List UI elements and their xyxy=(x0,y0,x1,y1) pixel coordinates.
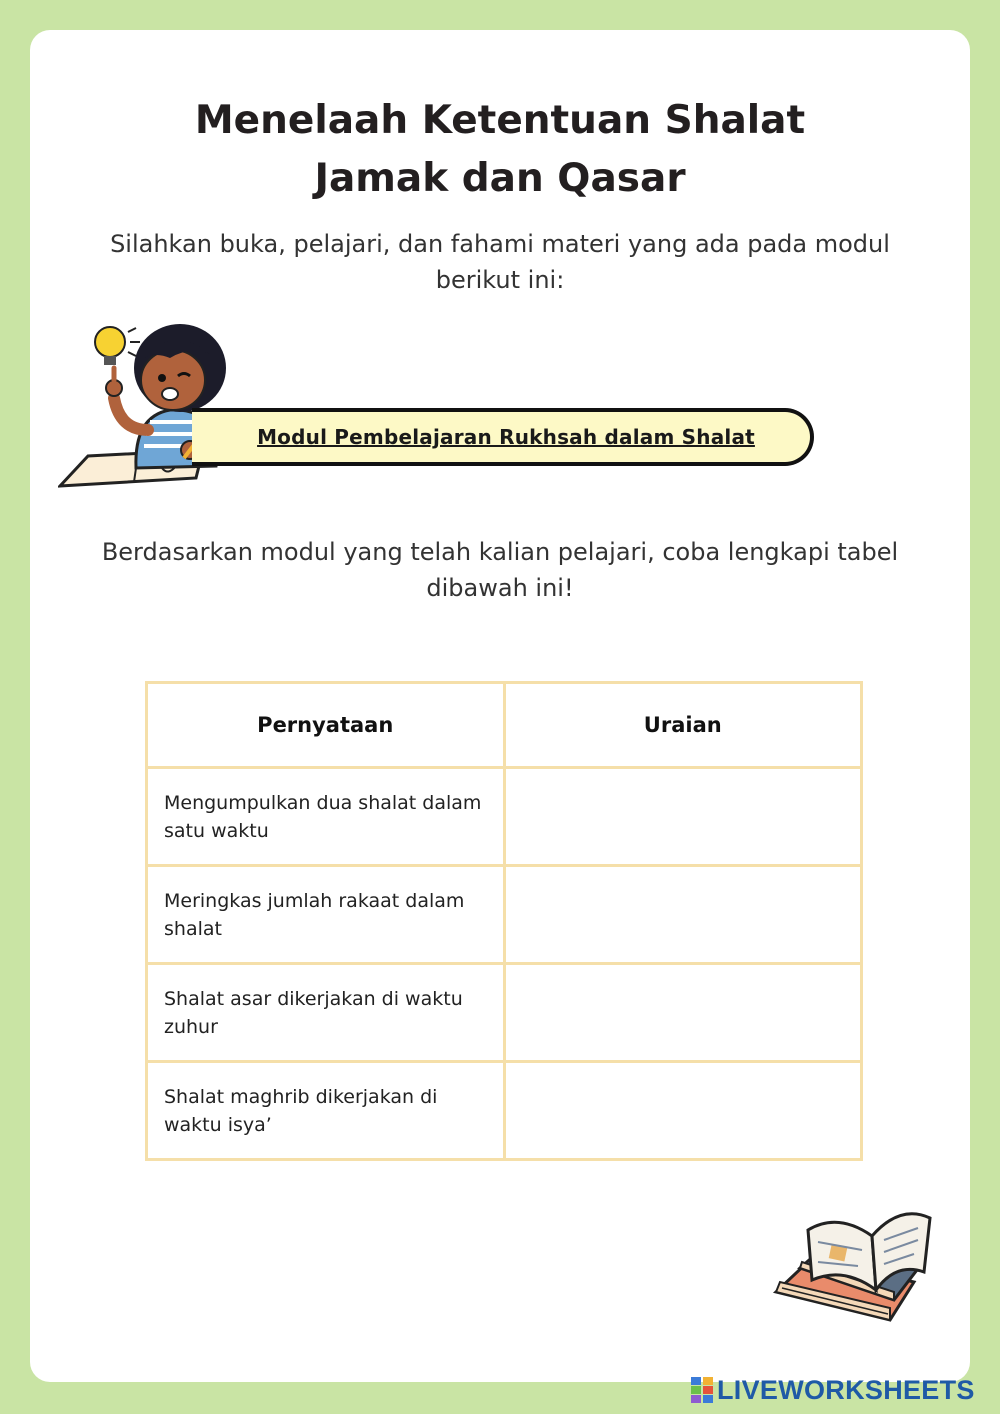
answer-input-4[interactable] xyxy=(507,1064,860,1157)
answer-input-1[interactable] xyxy=(507,770,860,863)
title-line-2: Jamak dan Qasar xyxy=(314,156,686,201)
column-header-description: Uraian xyxy=(504,683,862,768)
student-girl-reading-icon xyxy=(58,318,238,494)
statement-cell xyxy=(147,964,505,1062)
brand-name: LIVEWORKSHEETS xyxy=(717,1374,975,1405)
statement-text: Shalat maghrib dikerjakan di waktu isya’ xyxy=(164,1085,438,1136)
column-header-statement: Pernyataan xyxy=(147,683,505,768)
statement-text: Mengumpulkan dua shalat dalam satu waktu xyxy=(164,791,482,842)
answer-input-2[interactable] xyxy=(507,868,860,961)
answer-cell xyxy=(504,768,862,866)
table-row xyxy=(147,866,862,964)
statement-cell xyxy=(147,1062,505,1160)
liveworksheets-logo-icon xyxy=(691,1377,713,1403)
answer-cell xyxy=(504,964,862,1062)
answer-cell xyxy=(504,866,862,964)
statement-cell xyxy=(147,768,505,866)
table-header-row xyxy=(147,683,862,768)
answer-input-3[interactable] xyxy=(507,966,860,1059)
statement-text: Meringkas jumlah rakaat dalam shalat xyxy=(164,889,465,940)
intro-text: Silahkan buka, pelajari, dan fahami materi yang ada pada modul berikut ini: xyxy=(110,230,890,294)
module-link-box xyxy=(192,408,814,466)
table-row xyxy=(147,768,862,866)
module-link[interactable]: Modul Pembelajaran Rukhsah dalam Shalat xyxy=(257,425,755,449)
statement-cell xyxy=(147,866,505,964)
brand-footer xyxy=(691,1374,975,1406)
table-row xyxy=(147,964,862,1062)
page-title xyxy=(0,92,1000,208)
statement-text: Shalat asar dikerjakan di waktu zuhur xyxy=(164,987,463,1038)
stacked-books-icon xyxy=(772,1196,936,1324)
table-row xyxy=(147,1062,862,1160)
instruction-text: Berdasarkan modul yang telah kalian pelajari, coba lengkapi tabel dibawah ini! xyxy=(101,538,899,602)
answer-cell xyxy=(504,1062,862,1160)
title-line-1: Menelaah Ketentuan Shalat xyxy=(194,98,806,143)
answer-table xyxy=(145,681,863,1161)
